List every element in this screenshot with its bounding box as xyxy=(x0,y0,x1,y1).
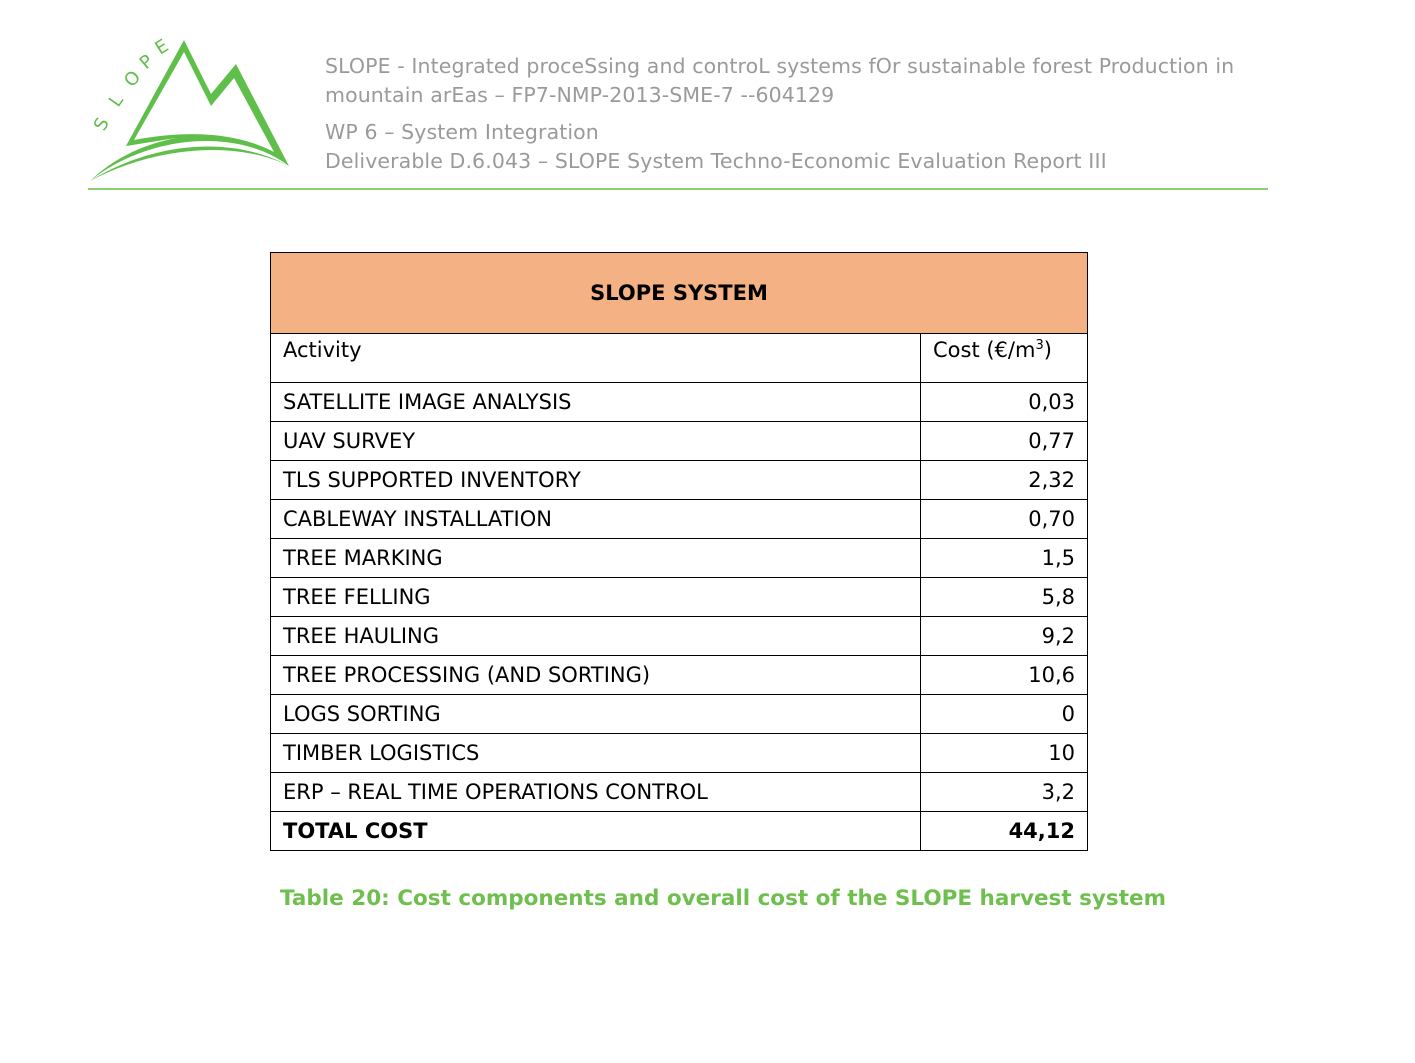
row-cost: 2,32 xyxy=(921,461,1088,500)
row-activity: TIMBER LOGISTICS xyxy=(271,734,921,773)
slope-logo xyxy=(86,36,296,186)
row-cost: 0,77 xyxy=(921,422,1088,461)
logo-letter-s: S xyxy=(89,114,114,135)
svg-text:E: E xyxy=(151,36,173,60)
row-cost: 3,2 xyxy=(921,773,1088,812)
svg-text:P: P xyxy=(135,50,158,74)
table-row xyxy=(271,383,1088,422)
header-divider xyxy=(88,188,1268,190)
row-activity: TREE FELLING xyxy=(271,578,921,617)
table-row xyxy=(271,461,1088,500)
table-row xyxy=(271,734,1088,773)
row-cost: 10,6 xyxy=(921,656,1088,695)
row-activity: TREE MARKING xyxy=(271,539,921,578)
table-row xyxy=(271,617,1088,656)
row-cost: 9,2 xyxy=(921,617,1088,656)
row-activity: TLS SUPPORTED INVENTORY xyxy=(271,461,921,500)
row-cost: 0,70 xyxy=(921,500,1088,539)
deliverable-line: Deliverable D.6.043 – SLOPE System Techno-Economic Evaluation Report III xyxy=(325,149,1107,173)
table-row xyxy=(271,422,1088,461)
project-title-line-1: SLOPE - Integrated proceSsing and controL systems fOr sustainable forest Production in xyxy=(325,54,1235,78)
row-activity: CABLEWAY INSTALLATION xyxy=(271,500,921,539)
row-cost: 0 xyxy=(921,695,1088,734)
project-title-line-2: mountain arEas – FP7-NMP-2013-SME-7 --604129 xyxy=(325,83,835,107)
total-value: 44,12 xyxy=(921,812,1088,851)
row-cost: 0,03 xyxy=(921,383,1088,422)
table-row xyxy=(271,773,1088,812)
table-title: SLOPE SYSTEM xyxy=(271,253,1088,334)
table-row xyxy=(271,578,1088,617)
table-row xyxy=(271,539,1088,578)
row-activity: SATELLITE IMAGE ANALYSIS xyxy=(271,383,921,422)
row-activity: LOGS SORTING xyxy=(271,695,921,734)
table-total-row xyxy=(271,812,1088,851)
row-activity: TREE PROCESSING (AND SORTING) xyxy=(271,656,921,695)
table-caption: Table 20: Cost components and overall cost of the SLOPE harvest system xyxy=(280,886,1166,911)
svg-text:O: O xyxy=(120,66,146,92)
table-row xyxy=(271,656,1088,695)
mountain-logo-icon xyxy=(86,36,296,186)
row-cost: 5,8 xyxy=(921,578,1088,617)
row-cost: 10 xyxy=(921,734,1088,773)
row-cost: 1,5 xyxy=(921,539,1088,578)
row-activity: TREE HAULING xyxy=(271,617,921,656)
table-column-header-row xyxy=(271,334,1088,383)
table-row xyxy=(271,695,1088,734)
column-header-cost: Cost $(€/m^3)$ xyxy=(921,334,1088,383)
cost-table xyxy=(270,252,1088,851)
document-header xyxy=(325,52,1235,176)
row-activity: UAV SURVEY xyxy=(271,422,921,461)
svg-text:L: L xyxy=(104,90,128,111)
row-activity: ERP – REAL TIME OPERATIONS CONTROL xyxy=(271,773,921,812)
work-package-line: WP 6 – System Integration xyxy=(325,120,599,144)
column-header-activity: Activity xyxy=(271,334,921,383)
table-row xyxy=(271,500,1088,539)
total-label: TOTAL COST xyxy=(271,812,921,851)
